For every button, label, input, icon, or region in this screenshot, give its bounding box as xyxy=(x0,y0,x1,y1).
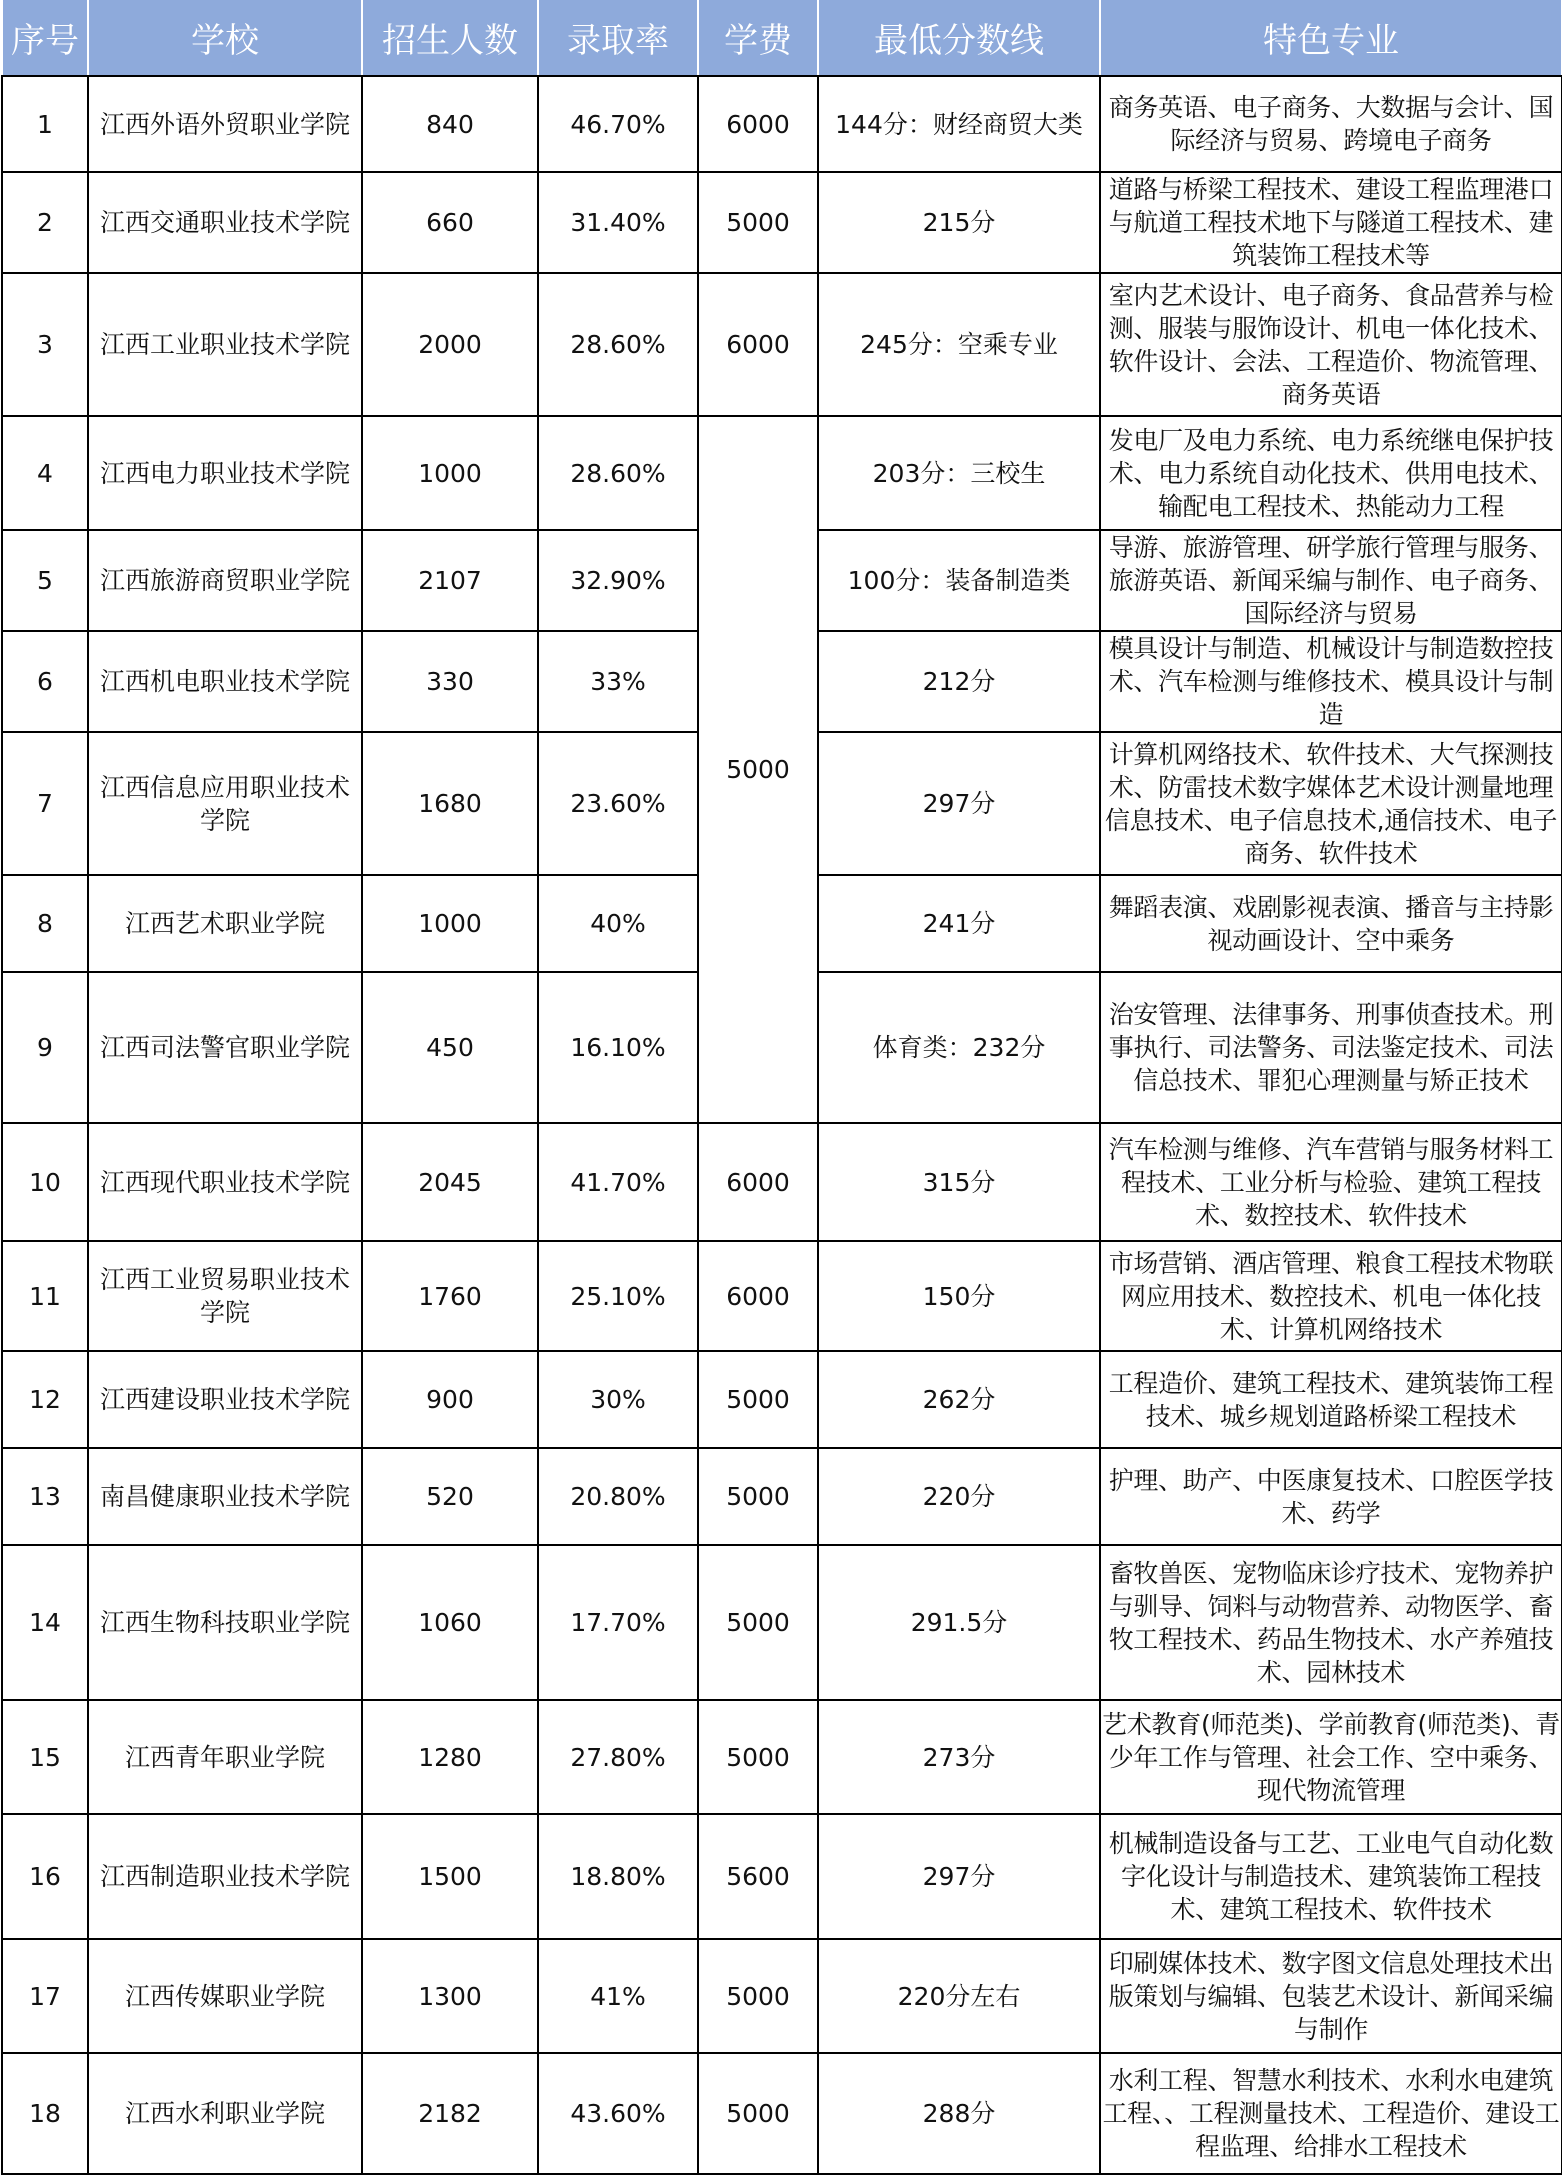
cell-rate: 18.80% xyxy=(538,1814,698,1939)
cell-rate: 30% xyxy=(538,1351,698,1448)
cell-rate: 17.70% xyxy=(538,1545,698,1700)
cell-fee: 5000 xyxy=(698,2053,818,2174)
cell-no: 5 xyxy=(2,530,88,631)
cell-rate: 41% xyxy=(538,1939,698,2053)
cell-specialty: 模具设计与制造、机械设计与制造数控技术、汽车检测与维修技术、模具设计与制造 xyxy=(1100,631,1562,732)
cell-specialty: 机械制造设备与工艺、工业电气自动化数字化设计与制造技术、建筑装饰工程技术、建筑工程技术、软件技术 xyxy=(1100,1814,1562,1939)
cell-enroll: 900 xyxy=(362,1351,538,1448)
cell-specialty: 市场营销、酒店管理、粮食工程技术物联网应用技术、数控技术、机电一体化技术、计算机网络技术 xyxy=(1100,1241,1562,1351)
cell-enroll: 1000 xyxy=(362,416,538,530)
cell-specialty: 畜牧兽医、宠物临床诊疗技术、宠物养护与驯导、饲料与动物营养、动物医学、畜牧工程技术、药品生物技术、水产养殖技术、园林技术 xyxy=(1100,1545,1562,1700)
table-row xyxy=(2,76,1562,172)
cell-specialty: 治安管理、法律事务、刑事侦查技术。刑事执行、司法警务、司法鉴定技术、司法信总技术、罪犯心理测量与矫正技术 xyxy=(1100,972,1562,1123)
cell-fee: 5000 xyxy=(698,1939,818,2053)
cell-school: 江西交通职业技术学院 xyxy=(88,172,362,273)
cell-min-score: 220分 xyxy=(818,1448,1100,1545)
cell-fee: 6000 xyxy=(698,1241,818,1351)
cell-rate: 16.10% xyxy=(538,972,698,1123)
cell-min-score: 100分：装备制造类 xyxy=(818,530,1100,631)
cell-enroll: 2107 xyxy=(362,530,538,631)
table-row xyxy=(2,1241,1562,1351)
cell-specialty: 室内艺术设计、电子商务、食品营养与检测、服装与服饰设计、机电一体化技术、软件设计、会法、工程造价、物流管理、商务英语 xyxy=(1100,273,1562,416)
cell-school: 江西司法警官职业学院 xyxy=(88,972,362,1123)
cell-school: 江西水利职业学院 xyxy=(88,2053,362,2174)
cell-no: 8 xyxy=(2,875,88,972)
cell-rate: 25.10% xyxy=(538,1241,698,1351)
cell-school: 江西现代职业技术学院 xyxy=(88,1123,362,1241)
header-rate: 录取率 xyxy=(538,0,698,76)
cell-school: 江西电力职业技术学院 xyxy=(88,416,362,530)
cell-enroll: 1000 xyxy=(362,875,538,972)
cell-min-score: 212分 xyxy=(818,631,1100,732)
cell-no: 18 xyxy=(2,2053,88,2174)
cell-fee: 5000 xyxy=(698,1448,818,1545)
table-row xyxy=(2,1448,1562,1545)
cell-min-score: 273分 xyxy=(818,1700,1100,1814)
cell-min-score: 241分 xyxy=(818,875,1100,972)
table-header xyxy=(2,0,1562,76)
cell-school: 江西工业贸易职业技术学院 xyxy=(88,1241,362,1351)
cell-no: 6 xyxy=(2,631,88,732)
cell-rate: 33% xyxy=(538,631,698,732)
cell-fee-merged: 5000 xyxy=(698,416,818,1123)
cell-specialty: 艺术教育(师范类)、学前教育(师范类)、青少年工作与管理、社会工作、空中乘务、现代物流管理 xyxy=(1100,1700,1562,1814)
table-row xyxy=(2,273,1562,416)
table-row xyxy=(2,1814,1562,1939)
cell-school: 江西传媒职业学院 xyxy=(88,1939,362,2053)
cell-school: 江西旅游商贸职业学院 xyxy=(88,530,362,631)
cell-min-score: 144分：财经商贸大类 xyxy=(818,76,1100,172)
cell-rate: 23.60% xyxy=(538,732,698,875)
cell-no: 3 xyxy=(2,273,88,416)
table-row xyxy=(2,1545,1562,1700)
table-row xyxy=(2,1123,1562,1241)
cell-specialty: 汽车检测与维修、汽车营销与服务材料工程技术、工业分析与检验、建筑工程技术、数控技术、软件技术 xyxy=(1100,1123,1562,1241)
cell-specialty: 计算机网络技术、软件技术、大气探测技术、防雷技术数字媒体艺术设计测量地理信息技术、电子信息技术,通信技术、电子商务、软件技术 xyxy=(1100,732,1562,875)
cell-enroll: 660 xyxy=(362,172,538,273)
cell-school: 江西生物科技职业学院 xyxy=(88,1545,362,1700)
cell-no: 12 xyxy=(2,1351,88,1448)
cell-fee: 6000 xyxy=(698,76,818,172)
cell-school: 江西工业职业技术学院 xyxy=(88,273,362,416)
cell-no: 17 xyxy=(2,1939,88,2053)
cell-min-score: 288分 xyxy=(818,2053,1100,2174)
cell-rate: 28.60% xyxy=(538,273,698,416)
cell-school: 江西外语外贸职业学院 xyxy=(88,76,362,172)
table-row xyxy=(2,172,1562,273)
cell-specialty: 水利工程、智慧水利技术、水利水电建筑工程、、工程测量技术、工程造价、建设工程监理、给排水工程技术 xyxy=(1100,2053,1562,2174)
cell-school: 江西信息应用职业技术学院 xyxy=(88,732,362,875)
cell-fee: 5000 xyxy=(698,1351,818,1448)
cell-specialty: 商务英语、电子商务、大数据与会计、国际经济与贸易、跨境电子商务 xyxy=(1100,76,1562,172)
cell-school: 江西制造职业技术学院 xyxy=(88,1814,362,1939)
cell-no: 7 xyxy=(2,732,88,875)
table-row xyxy=(2,2053,1562,2174)
cell-school: 江西机电职业技术学院 xyxy=(88,631,362,732)
cell-fee: 5000 xyxy=(698,172,818,273)
header-specialty: 特色专业 xyxy=(1100,0,1562,76)
cell-rate: 31.40% xyxy=(538,172,698,273)
cell-enroll: 330 xyxy=(362,631,538,732)
cell-rate: 32.90% xyxy=(538,530,698,631)
cell-specialty: 道路与桥梁工程技术、建设工程监理港口与航道工程技术地下与隧道工程技术、建筑装饰工程技术等 xyxy=(1100,172,1562,273)
cell-min-score: 体育类：232分 xyxy=(818,972,1100,1123)
table-row xyxy=(2,1351,1562,1448)
cell-fee: 6000 xyxy=(698,273,818,416)
cell-no: 13 xyxy=(2,1448,88,1545)
header-fee: 学费 xyxy=(698,0,818,76)
cell-no: 16 xyxy=(2,1814,88,1939)
cell-no: 15 xyxy=(2,1700,88,1814)
cell-min-score: 315分 xyxy=(818,1123,1100,1241)
cell-specialty: 印刷媒体技术、数字图文信息处理技术出版策划与编辑、包装艺术设计、新闻采编与制作 xyxy=(1100,1939,1562,2053)
cell-enroll: 1500 xyxy=(362,1814,538,1939)
cell-rate: 27.80% xyxy=(538,1700,698,1814)
cell-enroll: 2045 xyxy=(362,1123,538,1241)
cell-enroll: 840 xyxy=(362,76,538,172)
cell-school: 江西建设职业技术学院 xyxy=(88,1351,362,1448)
cell-enroll: 520 xyxy=(362,1448,538,1545)
header-enroll: 招生人数 xyxy=(362,0,538,76)
cell-rate: 43.60% xyxy=(538,2053,698,2174)
cell-rate: 20.80% xyxy=(538,1448,698,1545)
cell-enroll: 2000 xyxy=(362,273,538,416)
cell-enroll: 1760 xyxy=(362,1241,538,1351)
cell-min-score: 150分 xyxy=(818,1241,1100,1351)
cell-rate: 46.70% xyxy=(538,76,698,172)
cell-min-score: 203分：三校生 xyxy=(818,416,1100,530)
cell-no: 10 xyxy=(2,1123,88,1241)
cell-school: 江西艺术职业学院 xyxy=(88,875,362,972)
cell-enroll: 450 xyxy=(362,972,538,1123)
cell-rate: 41.70% xyxy=(538,1123,698,1241)
cell-min-score: 291.5分 xyxy=(818,1545,1100,1700)
header-school: 学校 xyxy=(88,0,362,76)
header-row xyxy=(2,0,1562,76)
cell-enroll: 2182 xyxy=(362,2053,538,2174)
cell-enroll: 1300 xyxy=(362,1939,538,2053)
cell-min-score: 215分 xyxy=(818,172,1100,273)
cell-enroll: 1680 xyxy=(362,732,538,875)
cell-enroll: 1060 xyxy=(362,1545,538,1700)
cell-specialty: 导游、旅游管理、研学旅行管理与服务、旅游英语、新闻采编与制作、电子商务、国际经济与贸易 xyxy=(1100,530,1562,631)
cell-min-score: 297分 xyxy=(818,732,1100,875)
cell-school: 南昌健康职业技术学院 xyxy=(88,1448,362,1545)
cell-school: 江西青年职业学院 xyxy=(88,1700,362,1814)
table-row xyxy=(2,1700,1562,1814)
cell-min-score: 262分 xyxy=(818,1351,1100,1448)
cell-fee: 5000 xyxy=(698,1545,818,1700)
cell-no: 1 xyxy=(2,76,88,172)
cell-no: 9 xyxy=(2,972,88,1123)
cell-specialty: 护理、助产、中医康复技术、口腔医学技术、药学 xyxy=(1100,1448,1562,1545)
table-row xyxy=(2,416,1562,530)
cell-min-score: 297分 xyxy=(818,1814,1100,1939)
header-min-score: 最低分数线 xyxy=(818,0,1100,76)
cell-min-score: 220分左右 xyxy=(818,1939,1100,2053)
cell-fee: 5600 xyxy=(698,1814,818,1939)
cell-no: 2 xyxy=(2,172,88,273)
table-row xyxy=(2,1939,1562,2053)
cell-enroll: 1280 xyxy=(362,1700,538,1814)
header-no: 序号 xyxy=(2,0,88,76)
cell-rate: 40% xyxy=(538,875,698,972)
cell-specialty: 发电厂及电力系统、电力系统继电保护技术、电力系统自动化技术、供用电技术、输配电工程技术、热能动力工程 xyxy=(1100,416,1562,530)
cell-specialty: 工程造价、建筑工程技术、建筑装饰工程技术、城乡规划道路桥梁工程技术 xyxy=(1100,1351,1562,1448)
cell-no: 14 xyxy=(2,1545,88,1700)
cell-fee: 5000 xyxy=(698,1700,818,1814)
cell-no: 4 xyxy=(2,416,88,530)
college-table xyxy=(1,0,1562,2175)
cell-no: 11 xyxy=(2,1241,88,1351)
cell-specialty: 舞蹈表演、戏剧影视表演、播音与主持影视动画设计、空中乘务 xyxy=(1100,875,1562,972)
cell-rate: 28.60% xyxy=(538,416,698,530)
cell-min-score: 245分：空乘专业 xyxy=(818,273,1100,416)
table-body xyxy=(2,76,1562,2174)
cell-fee: 6000 xyxy=(698,1123,818,1241)
